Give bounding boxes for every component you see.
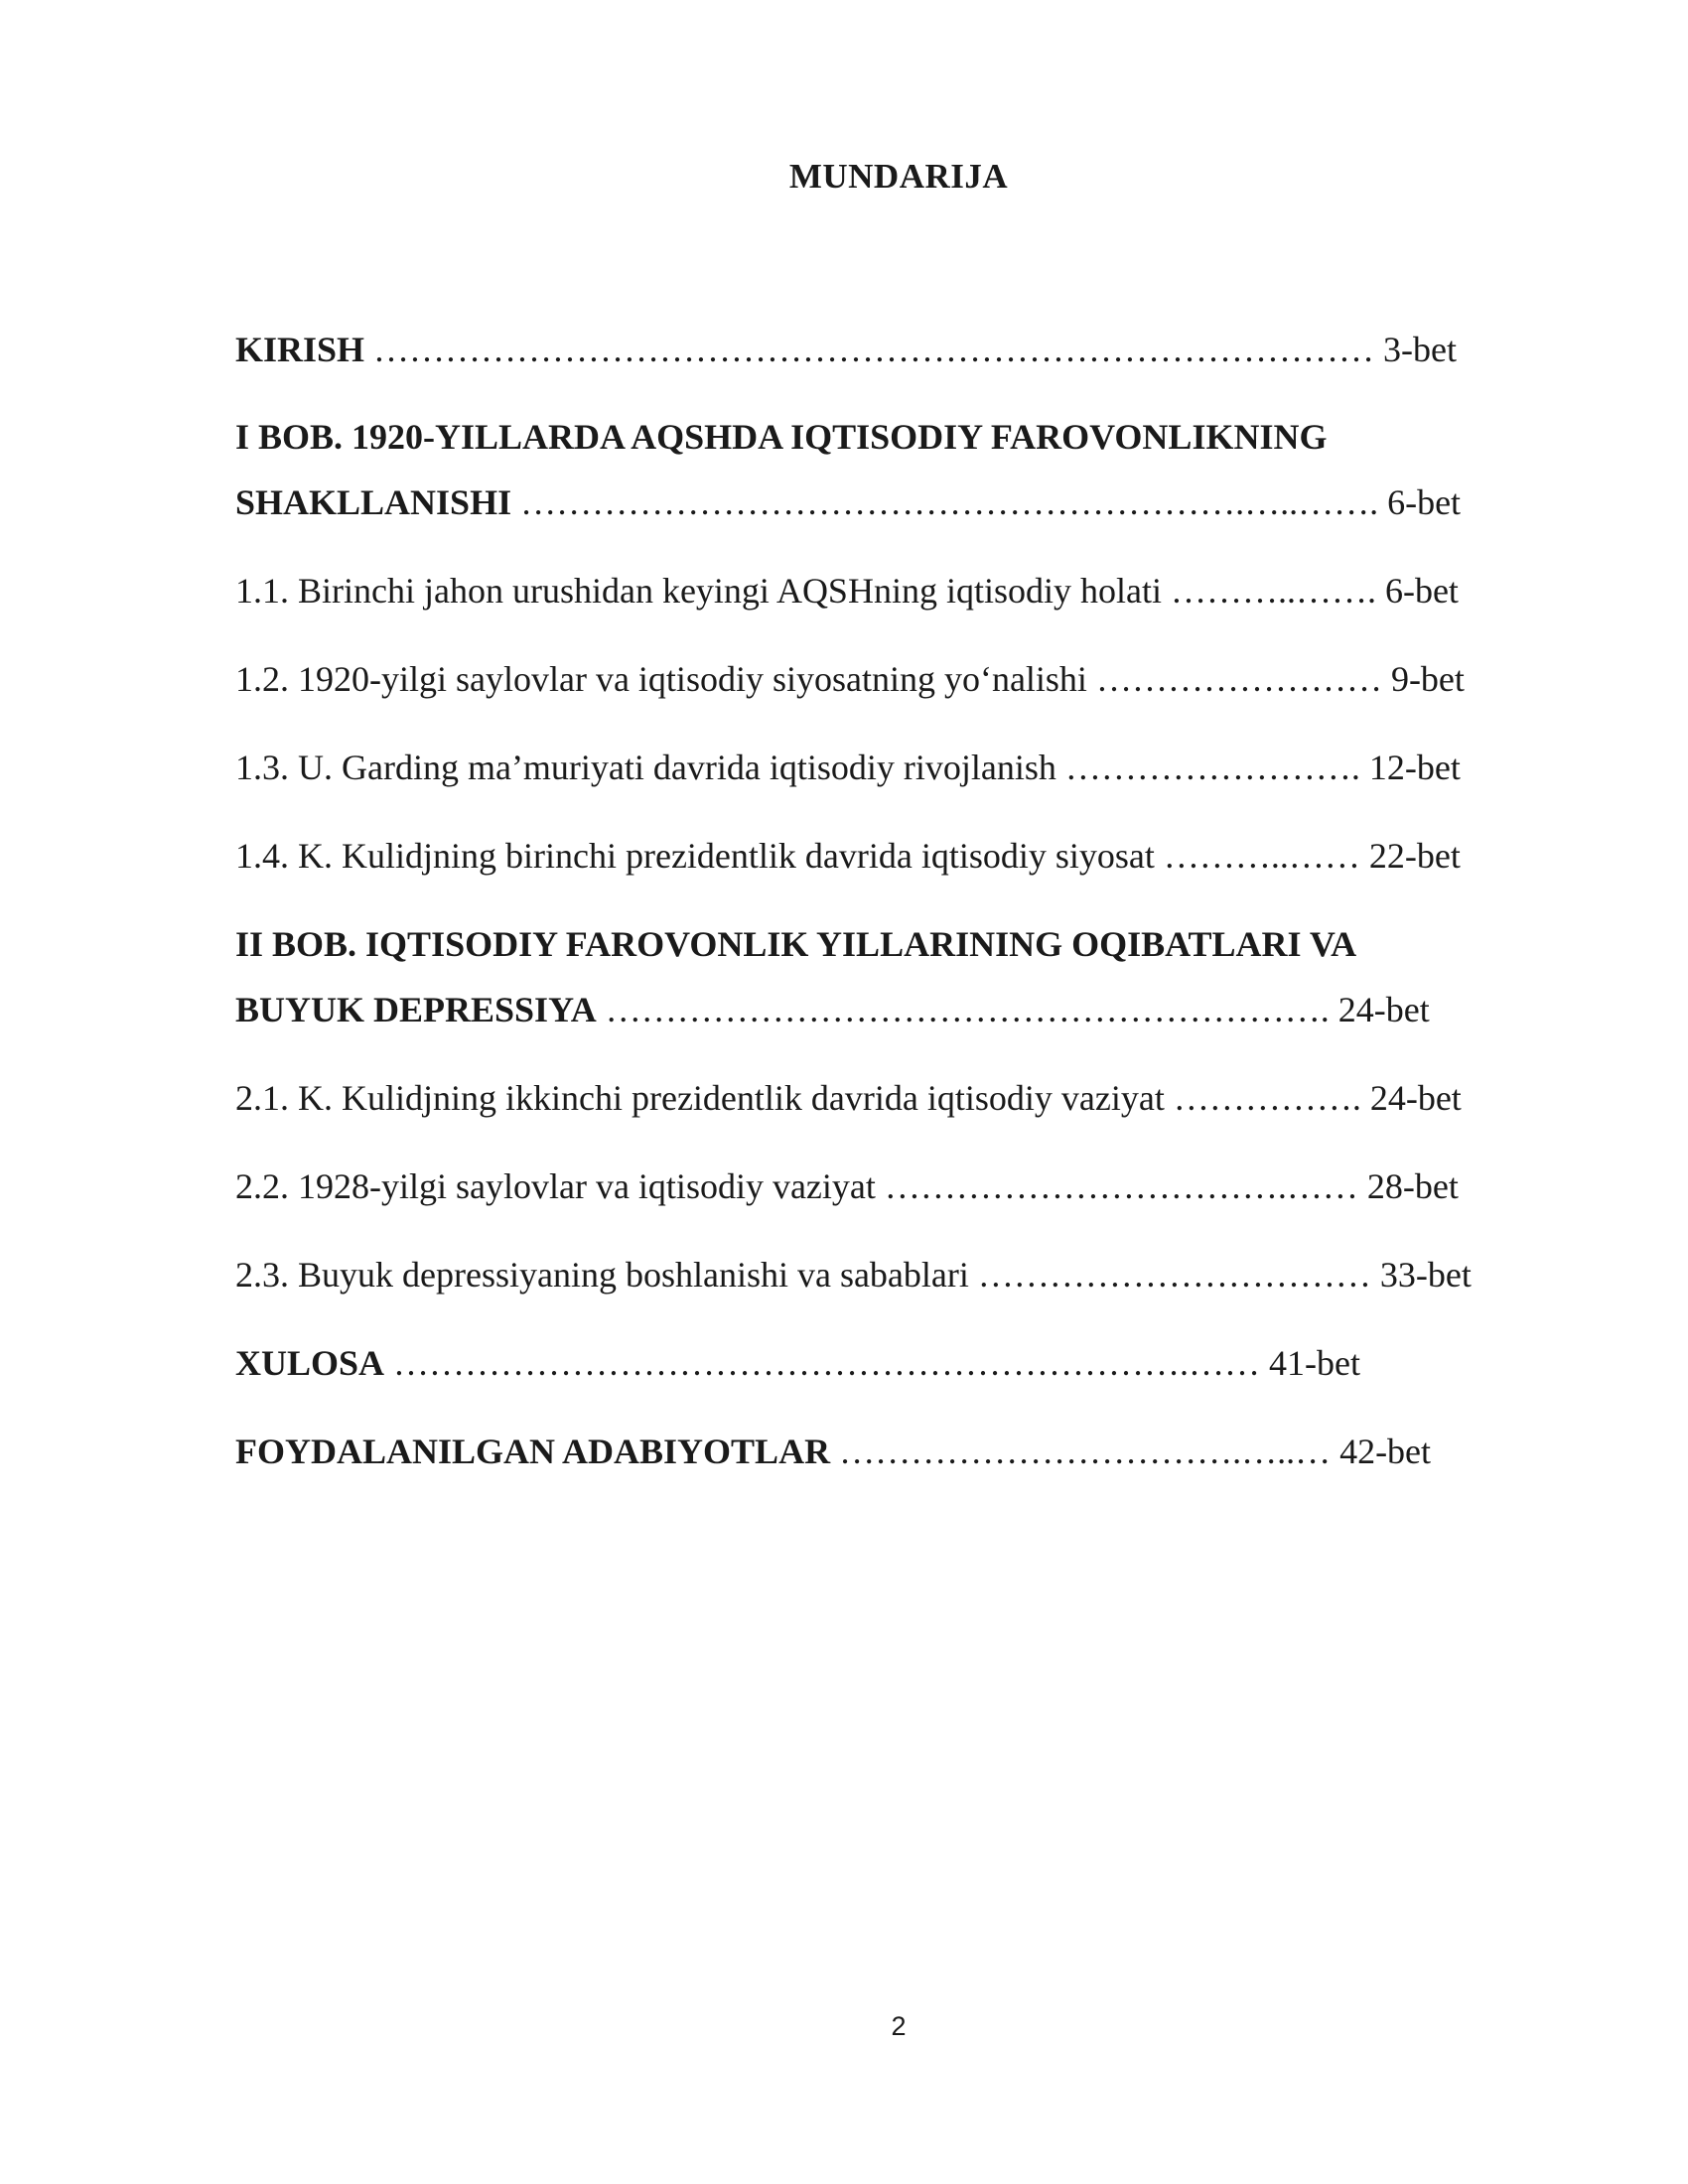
toc-entry-title: 1.3. U. Garding ma’muriyati davrida iqtisodiy rivojlanish xyxy=(235,748,1056,787)
toc-entry-2-3 xyxy=(235,1253,1566,1297)
toc-entry-title: II BOB. IQTISODIY FAROVONLIK YILLARINING OQIBATLARI VA xyxy=(235,924,1357,964)
toc-leader-dots: …………………………… xyxy=(968,1255,1380,1295)
toc-entry-title: 2.1. K. Kulidjning ikkinchi prezidentlik davrida iqtisodiy vaziyat xyxy=(235,1078,1165,1118)
toc-page-ref: 28-bet xyxy=(1366,1166,1459,1206)
toc-leader-dots: ………..……. xyxy=(1161,571,1385,611)
toc-page-ref: 24-bet xyxy=(1337,990,1430,1029)
toc-entry-title: 2.2. 1928-yilgi saylovlar va iqtisodiy vaziyat xyxy=(235,1166,876,1206)
toc-entry-1-4 xyxy=(235,834,1566,878)
toc-page-ref: 12-bet xyxy=(1368,748,1461,787)
toc-page-ref: 42-bet xyxy=(1339,1432,1432,1471)
toc-leader-dots: ………..…… xyxy=(1154,836,1369,876)
toc-page-ref: 6-bet xyxy=(1387,482,1462,522)
toc-leader-dots: ……………………………………………………. xyxy=(596,990,1338,1029)
page-title: MUNDARIJA xyxy=(788,157,1009,196)
toc-leader-dots: …………………… xyxy=(1086,659,1391,699)
toc-entry-chapter-1-title xyxy=(235,415,1566,459)
toc-entry-chapter-2-title-cont xyxy=(235,988,1566,1031)
toc-leader-dots: …………………………….…… xyxy=(875,1166,1367,1206)
toc-entry-xulosa xyxy=(235,1341,1566,1385)
toc-entry-title: FOYDALANILGAN ADABIYOTLAR xyxy=(235,1432,831,1471)
toc-entry-1-2 xyxy=(235,657,1566,701)
toc-leader-dots: …………………………….…..… xyxy=(830,1432,1340,1471)
toc-entry-title: KIRISH xyxy=(235,330,365,369)
toc-entry-2-2 xyxy=(235,1164,1566,1208)
page-number: 2 xyxy=(891,2011,907,2041)
toc-leader-dots: ………………………………………………………….…… xyxy=(384,1343,1270,1383)
toc-entry-title: XULOSA xyxy=(235,1343,385,1383)
toc-page-ref: 33-bet xyxy=(1379,1255,1472,1295)
toc-entry-adabiyotlar xyxy=(235,1430,1566,1473)
toc-entry-title: I BOB. 1920-YILLARDA AQSHDA IQTISODIY FAROVONLIKNING xyxy=(235,417,1328,457)
toc-page-ref: 22-bet xyxy=(1368,836,1461,876)
toc-entry-title: BUYUK DEPRESSIYA xyxy=(235,990,597,1029)
toc-entry-title: 2.3. Buyuk depressiyaning boshlanishi va sabablari xyxy=(235,1255,969,1295)
toc-page-ref: 9-bet xyxy=(1390,659,1465,699)
toc-leader-dots: …………………………………………………….…..……. xyxy=(511,482,1388,522)
toc-page-ref: 41-bet xyxy=(1269,1343,1360,1383)
toc-page-ref: 24-bet xyxy=(1369,1078,1462,1118)
toc-entry-2-1 xyxy=(235,1076,1566,1120)
toc-entry-kirish xyxy=(235,328,1566,371)
toc-entry-1-3 xyxy=(235,746,1566,789)
toc-entry-title: 1.4. K. Kulidjning birinchi prezidentlik davrida iqtisodiy siyosat xyxy=(235,836,1155,876)
toc-entry-chapter-2-title xyxy=(235,922,1566,966)
toc-entry-1-1 xyxy=(235,569,1566,613)
toc-entry-title: 1.1. Birinchi jahon urushidan keyingi AQSHning iqtisodiy holati xyxy=(235,571,1162,611)
toc-leader-dots: ……………. xyxy=(1164,1078,1370,1118)
toc-entry-title: 1.2. 1920-yilgi saylovlar va iqtisodiy siyosatning yo‘nalishi xyxy=(235,659,1087,699)
toc-leader-dots: ……………………. xyxy=(1055,748,1369,787)
toc-page-ref: 3-bet xyxy=(1383,330,1458,369)
toc-page-ref: 6-bet xyxy=(1384,571,1459,611)
toc-entry-chapter-1-title-cont xyxy=(235,480,1566,524)
toc-leader-dots: ………………………………………………………………………… xyxy=(364,330,1384,369)
toc-entry-title: SHAKLLANISHI xyxy=(235,482,512,522)
